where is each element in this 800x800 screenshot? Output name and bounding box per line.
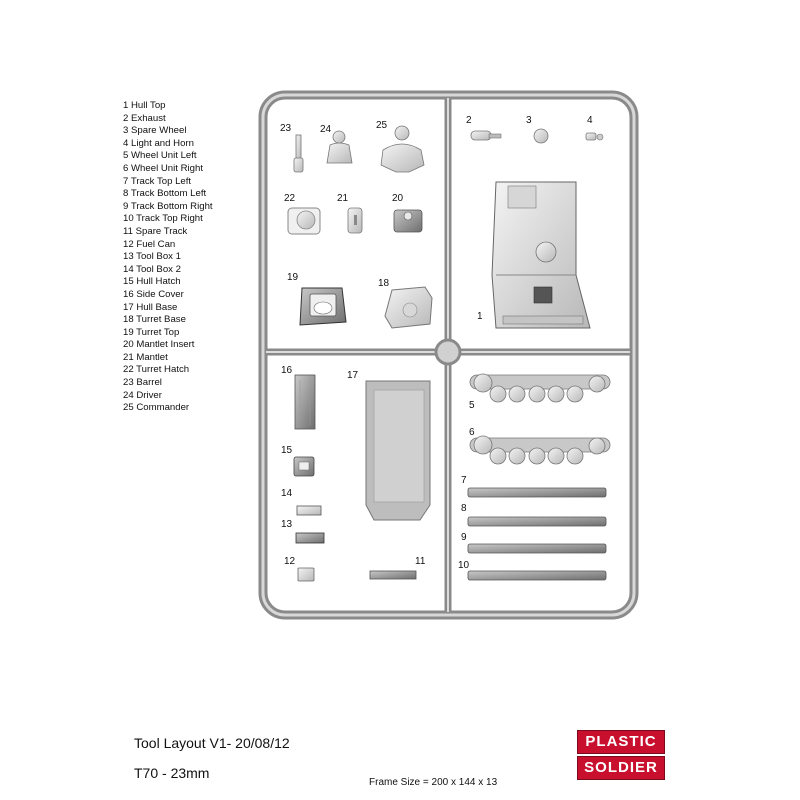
side-cover-part xyxy=(295,375,315,429)
part-number-24: 24 xyxy=(320,124,332,135)
tool-box-1-part xyxy=(296,533,324,543)
part-number-6: 6 xyxy=(469,427,475,438)
parts-list-item: 25 Commander xyxy=(123,402,190,414)
part-number-17: 17 xyxy=(347,370,359,381)
parts-list-item: 19 Turret Top xyxy=(123,326,180,338)
part-number-4: 4 xyxy=(587,115,593,126)
part-number-5: 5 xyxy=(469,400,475,411)
track-top-right-part xyxy=(468,571,606,580)
parts-list-item: 17 Hull Base xyxy=(123,301,178,313)
parts-list-item: 6 Wheel Unit Right xyxy=(123,162,203,174)
parts-list-item: 24 Driver xyxy=(123,389,162,401)
parts-list-item: 7 Track Top Left xyxy=(123,175,192,187)
turret-hatch-part xyxy=(288,208,320,234)
commander-figure-part xyxy=(381,126,424,172)
parts-list-item: 16 Side Cover xyxy=(123,288,184,300)
part-number-2: 2 xyxy=(466,115,472,126)
part-number-12: 12 xyxy=(284,556,296,567)
part-number-7: 7 xyxy=(461,475,467,486)
part-number-3: 3 xyxy=(526,115,532,126)
barrel-part xyxy=(294,135,303,172)
part-number-21: 21 xyxy=(337,193,349,204)
driver-figure-part xyxy=(327,131,352,163)
parts-list-item: 4 Light and Horn xyxy=(123,137,194,149)
parts-list-item: 11 Spare Track xyxy=(123,225,188,237)
track-bottom-right-part xyxy=(468,544,606,553)
frame-size-label: Frame Size = 200 x 144 x 13 xyxy=(369,777,498,788)
parts-list-item: 3 Spare Wheel xyxy=(123,125,187,137)
exhaust-part xyxy=(471,131,501,140)
model-scale-label: T70 - 23mm xyxy=(134,765,210,781)
parts-list-item: 20 Mantlet Insert xyxy=(123,339,195,351)
part-number-18: 18 xyxy=(378,278,390,289)
sprue-center-hub xyxy=(436,340,460,364)
parts-list-item: 15 Hull Hatch xyxy=(123,276,181,288)
logo-line-soldier: SOLDIER xyxy=(577,756,665,780)
part-number-25: 25 xyxy=(376,120,388,131)
parts-list-item: 21 Mantlet xyxy=(123,351,168,363)
fuel-can-part xyxy=(298,568,314,581)
part-number-19: 19 xyxy=(287,272,299,283)
part-number-13: 13 xyxy=(281,519,293,530)
part-number-10: 10 xyxy=(458,560,470,571)
parts-list-item: 9 Track Bottom Right xyxy=(123,200,213,212)
plastic-soldier-logo xyxy=(577,730,665,782)
part-number-23: 23 xyxy=(280,123,292,134)
spare-track-part xyxy=(370,571,416,579)
part-number-14: 14 xyxy=(281,488,293,499)
wheel-unit-right-part xyxy=(470,436,610,464)
mantlet-insert-part xyxy=(394,210,422,232)
turret-top-part xyxy=(300,288,346,325)
parts-list-item: 2 Exhaust xyxy=(123,112,166,124)
part-number-9: 9 xyxy=(461,532,467,543)
part-number-11: 11 xyxy=(415,556,426,567)
track-bottom-left-part xyxy=(468,517,606,526)
parts-list-item: 13 Tool Box 1 xyxy=(123,251,181,263)
part-number-16: 16 xyxy=(281,365,293,376)
parts-list-item: 1 Hull Top xyxy=(123,100,166,111)
turret-base-part xyxy=(385,287,432,328)
parts-list-item: 14 Tool Box 2 xyxy=(123,263,181,275)
tool-layout-title: Tool Layout V1- 20/08/12 xyxy=(134,735,290,751)
part-number-15: 15 xyxy=(281,445,293,456)
parts-list-item: 23 Barrel xyxy=(123,377,162,389)
part-number-20: 20 xyxy=(392,193,404,204)
part-number-1: 1 xyxy=(477,311,483,322)
hull-hatch-part xyxy=(294,457,314,476)
parts-list-item: 5 Wheel Unit Left xyxy=(123,150,197,162)
parts-list-item: 12 Fuel Can xyxy=(123,238,176,250)
mantlet-part xyxy=(348,208,362,233)
parts-list-item: 18 Turret Base xyxy=(123,314,186,326)
parts-list-item: 22 Turret Hatch xyxy=(123,364,190,376)
logo-line-plastic: PLASTIC xyxy=(577,730,665,754)
wheel-unit-left-part xyxy=(470,374,610,402)
spare-wheel-part xyxy=(534,129,548,143)
hull-base-part xyxy=(366,381,430,520)
light-and-horn-part xyxy=(586,133,603,140)
parts-list-item: 8 Track Bottom Left xyxy=(123,188,207,200)
part-number-8: 8 xyxy=(461,503,467,514)
part-number-22: 22 xyxy=(284,193,296,204)
hull-top-part xyxy=(492,182,590,328)
track-top-left-part xyxy=(468,488,606,497)
parts-list-item: 10 Track Top Right xyxy=(123,213,203,225)
tool-box-2-part xyxy=(297,506,321,515)
